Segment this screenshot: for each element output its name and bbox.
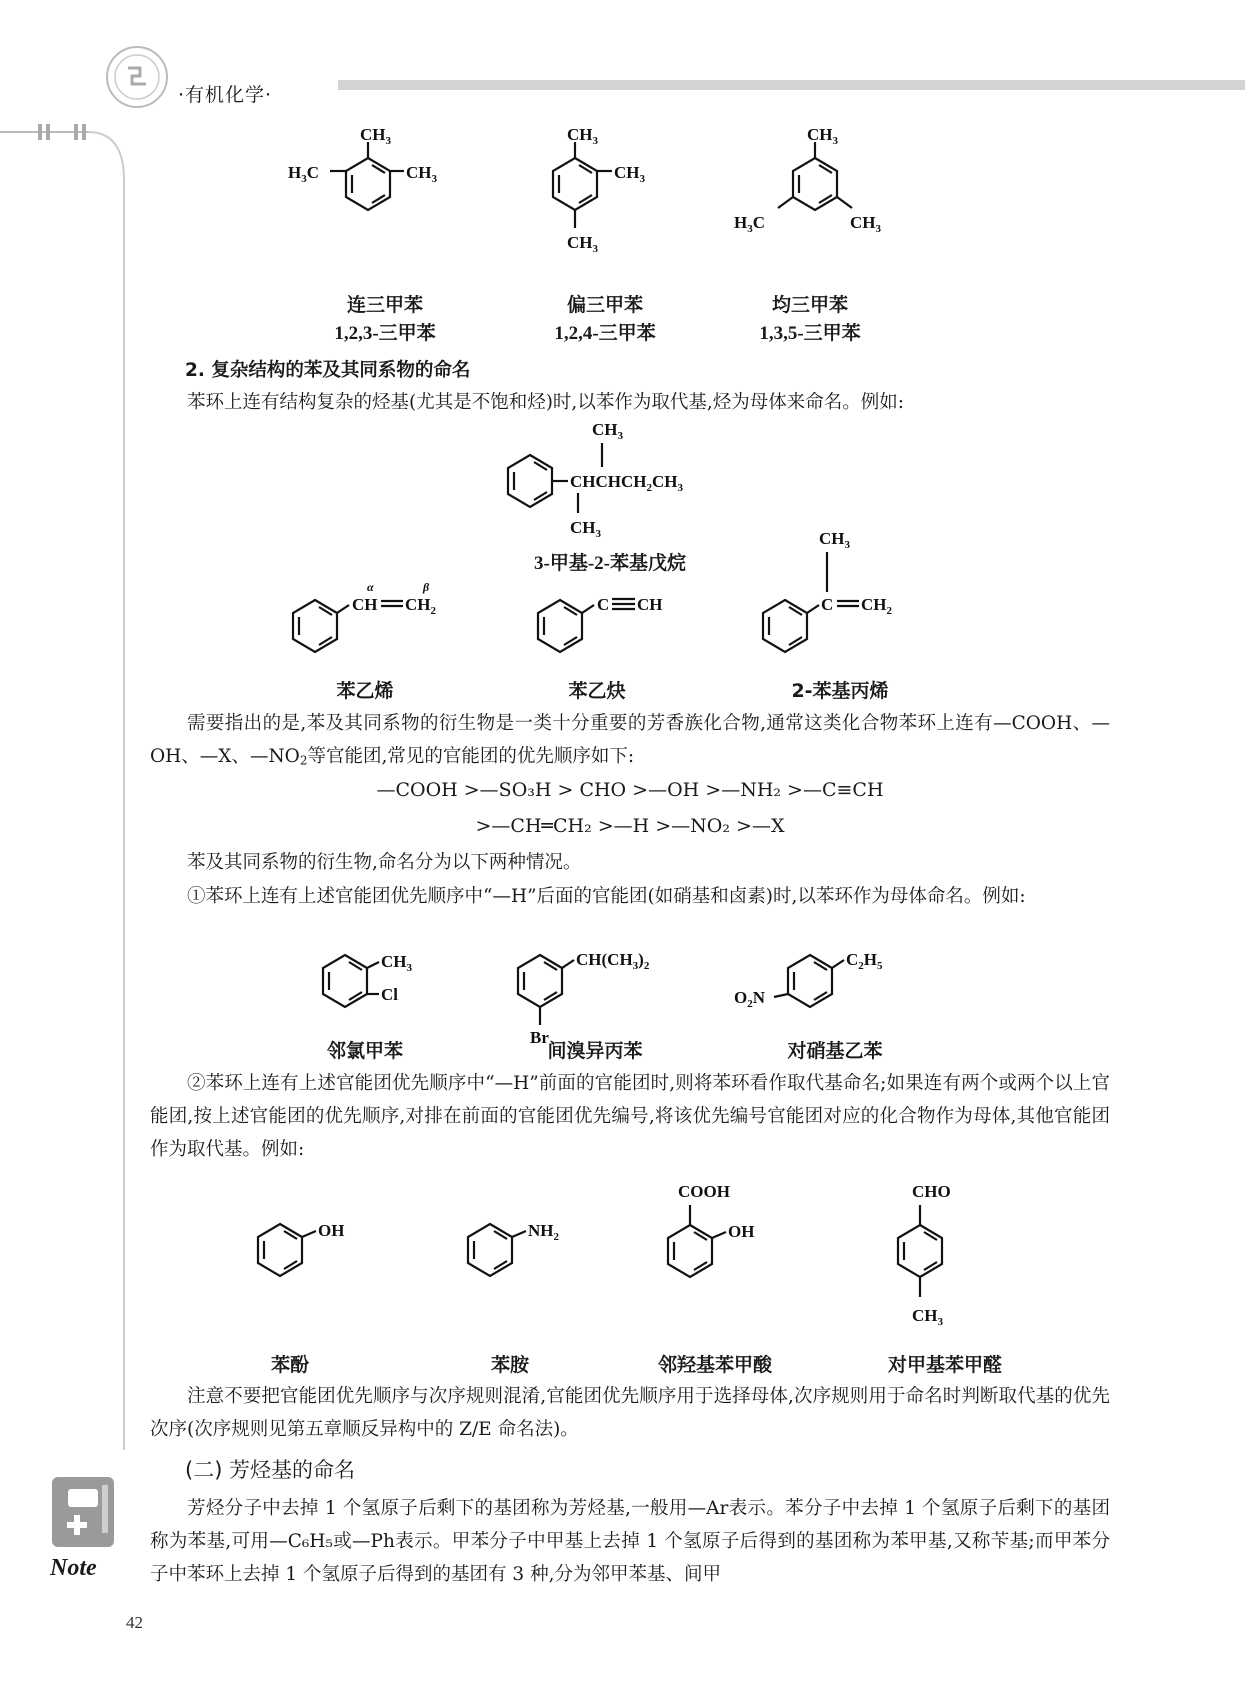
compound-name-1-iupac: 1,2,3-三甲苯 xyxy=(334,323,436,344)
compound-name-4-methylbenzaldehyde: 对甲基苯甲醛 xyxy=(887,1354,1002,1376)
compound-name-4-nitroethylbenzene: 对硝基乙苯 xyxy=(787,1040,883,1062)
structure-salicylic-acid xyxy=(660,1175,800,1295)
header-title: ·有机化学· xyxy=(178,84,273,106)
svg-text:CH: CH xyxy=(352,595,378,614)
compound-name-3-common: 均三甲苯 xyxy=(771,294,848,316)
svg-text:OH: OH xyxy=(318,1221,345,1240)
priority-order-line: —COOH >—SO₃H > CHO >—OH >—NH₂ >—C≡CH xyxy=(376,779,884,801)
header-bar xyxy=(338,80,1245,90)
compound-name-3-iupac: 1,3,5-三甲苯 xyxy=(759,323,861,344)
svg-text:CH3: $CH_3$ xyxy=(406,163,437,185)
compound-name-phenol: 苯酚 xyxy=(270,1354,309,1376)
svg-text:CH(CH3)2: $CH(CH_3)_2$ xyxy=(576,950,650,972)
svg-text:CH3: $CH_3$ xyxy=(819,529,850,551)
paragraph: 芳烃分子中去掉 1 个氢原子后剩下的基团称为芳烃基,一般用—Ar表示。苯分子中去掉 1 个氢原子后剩下的基团称为苯基,可用—C₆H₅或—Ph表示。甲苯分子中甲基上去掉 1 个氢原子后得到的基团称为苯甲基,又称苄基;而甲苯分子中苯环上去掉 1 个氢原子后得到的基团有 3 种,分为邻甲苯基、间甲 xyxy=(150,1498,1110,1585)
margin-decoration xyxy=(0,120,150,1620)
svg-text:C: C xyxy=(597,595,610,614)
svg-text:CH3: $CH_3$ xyxy=(381,952,412,974)
svg-text:CH2: $CH_2$ xyxy=(405,595,436,617)
compound-name-2-iupac: 1,2,4-三甲苯 xyxy=(554,323,656,344)
svg-text:NH2: $NH_2$ xyxy=(528,1221,559,1243)
paragraph: 需要指出的是,苯及其同系物的衍生物是一类十分重要的芳香族化合物,通常这类化合物苯环上连有—COOH、—OH、—X、$—NO_2$等官能团,常见的官能团的优先顺序如下: xyxy=(150,713,1110,768)
svg-text:CH3: $CH_3$ xyxy=(567,233,598,255)
compound-name-styrene: 苯乙烯 xyxy=(336,680,394,702)
structure-2-phenylpropene xyxy=(755,520,935,660)
subsection-heading: (二) 芳烃基的命名 xyxy=(185,1458,356,1482)
compound-name-3-bromoisopropylbenzene: 间溴异丙苯 xyxy=(547,1040,643,1062)
svg-text:CH: CH xyxy=(637,595,663,614)
svg-text:CH3: $CH_3$ xyxy=(567,125,598,147)
svg-text:CHO: CHO xyxy=(912,1182,951,1201)
paragraph: ①苯环上连有上述官能团优先顺序中“—H”后面的官能团(如硝基和卤素)时,以苯环作为母体命名。例如: xyxy=(187,886,1026,907)
structure-4-methylbenzaldehyde xyxy=(890,1175,1000,1335)
compound-name-phenylacetylene: 苯乙炔 xyxy=(568,680,626,702)
structure-phenylacetylene xyxy=(530,560,710,660)
paragraph: 注意不要把官能团优先顺序与次序规则混淆,官能团优先顺序用于选择母体,次序规则用于命名时判断取代基的优先次序(次序规则见第五章顺反异构中的 Z/E 命名法)。 xyxy=(150,1386,1110,1440)
structure-aniline xyxy=(460,1220,590,1300)
compound-name: 3-甲基-2-苯基戊烷 xyxy=(534,553,686,574)
structure-1-2-3-trimethylbenzene xyxy=(280,120,460,250)
svg-text:CH3: $CH_3$ xyxy=(912,1306,943,1328)
paragraph: 苯及其同系物的衍生物,命名分为以下两种情况。 xyxy=(187,852,582,873)
structure-styrene xyxy=(285,560,485,660)
priority-order-line: >—CH═CH₂ >—H >—NO₂ >—X xyxy=(475,815,785,837)
svg-text:H3C: $H_3C$ xyxy=(288,163,320,185)
svg-text:C2H5: $C_2H_5$ xyxy=(846,950,883,972)
structure-4-nitroethylbenzene xyxy=(730,935,910,1025)
svg-text:CH2: $CH_2$ xyxy=(861,595,892,617)
svg-text:C: C xyxy=(821,595,834,614)
page-number: 42 xyxy=(126,1613,143,1632)
structure-1-2-4-trimethylbenzene xyxy=(520,120,680,260)
structure-3-methyl-2-phenylpentane xyxy=(500,415,760,540)
paragraph: 苯环上连有结构复杂的烃基(尤其是不饱和烃)时,以苯作为取代基,烃为母体来命名。例如: xyxy=(187,392,904,413)
svg-text:CH3: $CH_3$ xyxy=(614,163,645,185)
structure-3-bromoisopropylbenzene xyxy=(510,935,690,1050)
structure-phenol xyxy=(250,1220,380,1300)
compound-name-aniline: 苯胺 xyxy=(490,1354,529,1376)
compound-name-2-chlorotoluene: 邻氯甲苯 xyxy=(326,1040,403,1062)
paragraph-text: 等官能团,常见的官能团的优先顺序如下: xyxy=(307,746,635,767)
svg-text:CH3: $CH_3$ xyxy=(360,125,391,147)
note-icon xyxy=(50,1475,116,1549)
compound-name-1-common: 连三甲苯 xyxy=(346,294,423,316)
svg-text:Cl: Cl xyxy=(381,985,398,1004)
note-label: Note xyxy=(50,1555,97,1581)
svg-text:OH: OH xyxy=(728,1222,755,1241)
svg-text:CH3: $CH_3$ xyxy=(592,420,623,442)
svg-text:β: β xyxy=(423,580,430,594)
compound-name-2-common: 偏三甲苯 xyxy=(566,294,643,316)
compound-name-salicylic-acid: 邻羟基苯甲酸 xyxy=(657,1354,772,1376)
svg-text:O2N: $O_2N$ xyxy=(734,988,766,1010)
structure-1-3-5-trimethylbenzene xyxy=(730,120,900,240)
svg-text:CHCHCH2CH3: $CHCHCH_2CH_3$ xyxy=(570,472,683,494)
svg-text:Br: Br xyxy=(530,1028,549,1047)
compound-name-2-phenylpropene: 2-苯基丙烯 xyxy=(791,680,889,702)
section-heading: 2. 复杂结构的苯及其同系物的命名 xyxy=(185,360,471,381)
svg-text:H3C: $H_3C$ xyxy=(734,213,766,235)
svg-text:COOH: COOH xyxy=(678,1182,730,1201)
paragraph-text: 需要指出的是,苯及其同系物的衍生物是一类十分重要的芳香族化合物,通常这类化合物苯环上连有—COOH、—OH、—X、—NO xyxy=(150,713,1110,767)
structure-2-chlorotoluene xyxy=(315,945,455,1035)
paragraph: ②苯环上连有上述官能团优先顺序中“—H”前面的官能团时,则将苯环看作取代基命名;如果连有两个或两个以上官能团,按上述官能团的优先顺序,对排在前面的官能团优先编号,将该优先编号官能团对应的化合物作为母体,其他官能团作为取代基。例如: xyxy=(150,1073,1110,1160)
svg-text:CH3: $CH_3$ xyxy=(807,125,838,147)
svg-text:CH3: $CH_3$ xyxy=(850,213,881,235)
svg-text:α: α xyxy=(367,580,374,594)
svg-text:CH3: $CH_3$ xyxy=(570,518,601,540)
logo-emblem-icon xyxy=(104,44,170,110)
